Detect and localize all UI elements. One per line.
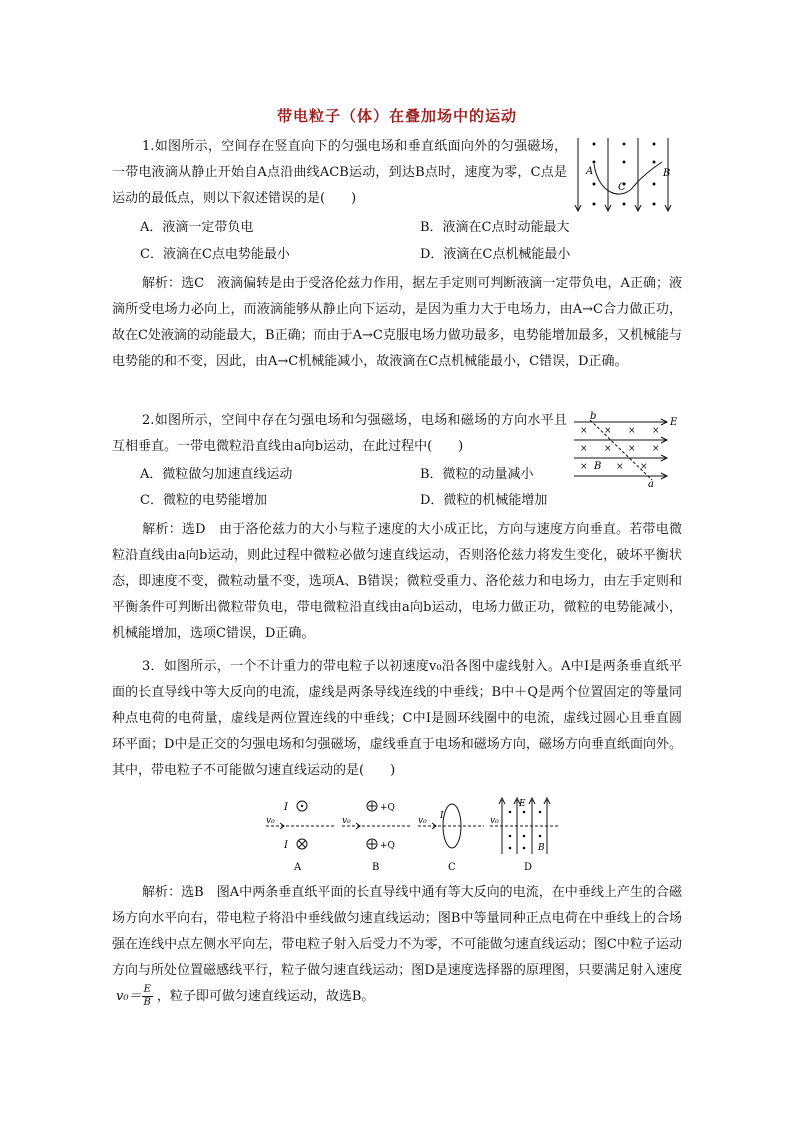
q1-option-a: A．液滴一定带负电 [140,220,254,235]
q1-analysis-text: 解析：选C 液滴偏转是由于受洛伦兹力作用，据左手定则可判断液滴一定带负电，A正确；液滴所受电场力必向上，而液滴能够从静止向下运动，是因为重力大于电场力，由A→C合力做正功，故在C处液滴的动能最大，B正确；而由于A→C克服电场力做功最多，电势能增加最多，又机械能与电势能的和不变，因此，由A→C机械能减小，故液滴在C点机械能最小，C错误，D正确。 [112,276,682,369]
figure-d [490,798,558,873]
question-2-text: 2.如图所示，空间中存在匀强电场和匀强磁场，电场和磁场的方向水平且互相垂直。一带电微粒沿直线由a向b运动，在此过程中( ) [112,413,567,454]
q1-option-b: B．液滴在C点时动能最大 [420,220,570,235]
field-B-label: B [594,461,602,472]
svg-text:×: × [604,426,612,436]
svg-text:×: × [616,462,624,472]
q3-analysis-tail: ，粒子即可做匀速直线运动，故选B。 [156,989,375,1004]
svg-text:×: × [628,426,636,436]
fig-c-v0-label: v₀ [418,816,427,826]
question-3-stem [112,654,682,784]
q3-analysis-text: 解析：选B 图A中两条垂直纸平面的长直导线中通有等大反向的电流，在中垂线上产生的合磁场方向水平向右，带电粒子将沿中垂线做匀速直线运动；图B中等量同种正点电荷在中垂线上的合场强在连线中点左侧水平向左，带电粒子射入后受力不为零，不可能做匀速直线运动；图C中粒子运动方向与所处位置磁感线平行，粒子做匀速直线运动；图D是速度选择器的原理图，只要满足射入速度 [112,885,682,978]
question-2-analysis [112,517,682,647]
formula-numerator: E [143,984,151,995]
svg-text:×: × [604,444,612,454]
fig-d-v0-label: v₀ [490,816,499,826]
fig-a-current-top-label: I [284,802,288,813]
svg-text:×: × [580,462,588,472]
field-E-label: E [670,417,678,428]
fig-b-v0-label: v₀ [342,816,351,826]
fig-a-current-bottom-label: I [284,840,288,851]
q2-option-d: D．微粒的机械能增加 [420,493,548,508]
question-3-analysis [112,880,682,1010]
point-a-label: a [648,479,654,490]
question-3-figures [262,796,562,874]
svg-text:×: × [580,426,588,436]
figure-b [342,801,412,873]
fig-b-charge-bottom-label: +Q [380,841,395,851]
formula-v0: v₀＝ [116,989,142,1004]
fig-c-current-label: I [440,811,444,821]
fig-b-charge-top-label: +Q [380,803,395,813]
velocity-formula [116,984,153,1009]
question-2-stem [112,408,567,460]
svg-text:×: × [652,426,660,436]
svg-text:×: × [640,462,648,472]
question-1-analysis [112,271,682,375]
svg-text:×: × [628,444,636,454]
fig-d-B-label: B [538,843,545,853]
point-C-label: C [618,182,626,193]
svg-text:×: × [580,444,588,454]
fig-a-v0-label: v₀ [266,816,275,826]
figure-c [418,804,484,873]
formula-denominator: B [143,997,151,1008]
q2-option-a: A．微粒做匀加速直线运动 [140,467,293,482]
svg-text:×: × [652,444,660,454]
point-B-label: B [663,168,671,179]
fig-b-caption: B [372,862,380,873]
question-1-figure [572,134,684,216]
point-b-label: b [590,411,597,422]
q1-option-d: D．液滴在C点机械能最小 [420,247,571,262]
question-1-stem [112,134,567,212]
question-2-figure [572,408,684,490]
fig-c-caption: C [448,862,456,873]
q2-analysis-text: 解析：选D 由于洛伦兹力的大小与粒子速度的大小成正比，方向与速度方向垂直。若带电微粒沿直线由a向b运动，则此过程中微粒必做匀速直线运动，否则洛伦兹力将发生变化，破坏平衡状态，即速度不变，微粒动量不变，选项A、B错误；微粒受重力、洛伦兹力和电场力，由左手定则和平衡条件可判断出微粒带负电，带电微粒沿直线由a向b运动，电场力做正功，微粒的电势能减小，机械能增加，选项C错误，D正确。 [112,522,682,641]
q2-option-b: B．微粒的动量减小 [420,467,534,482]
fig-a-caption: A [294,862,302,873]
q2-option-c: C．微粒的电势能增加 [140,493,267,508]
question-1-text: 1.如图所示，空间存在竖直向下的匀强电场和垂直纸面向外的匀强磁场，一带电液滴从静止开始自A点沿曲线ACB运动，到达B点时，速度为零，C点是运动的最低点，则以下叙述错误的是( ) [112,139,567,206]
question-3-text: 3．如图所示，一个不计重力的带电粒子以初速度v₀沿各图中虚线射入。A中I是两条垂直纸平面的长直导线中等大反向的电流，虚线是两条导线连线的中垂线；B中＋Q是两个位置固定的等量同种点电荷的电荷量，虚线是两位置连线的中垂线；C中I是圆环线圈中的电流，虚线过圆心且垂直圆环平面；D中是正交的匀强电场和匀强磁场，虚线垂直于电场和磁场方向，磁场方向垂直纸面向外。其中，带电粒子不可能做匀速直线运动的是( ) [112,659,682,778]
fig-d-E-label: E [519,799,526,809]
q1-option-c: C．液滴在C点电势能最小 [140,247,290,262]
page-title: 带电粒子（体）在叠加场中的运动 [276,107,517,125]
figure-a [266,801,334,873]
fig-d-caption: D [524,862,533,873]
point-A-label: A [586,166,594,177]
